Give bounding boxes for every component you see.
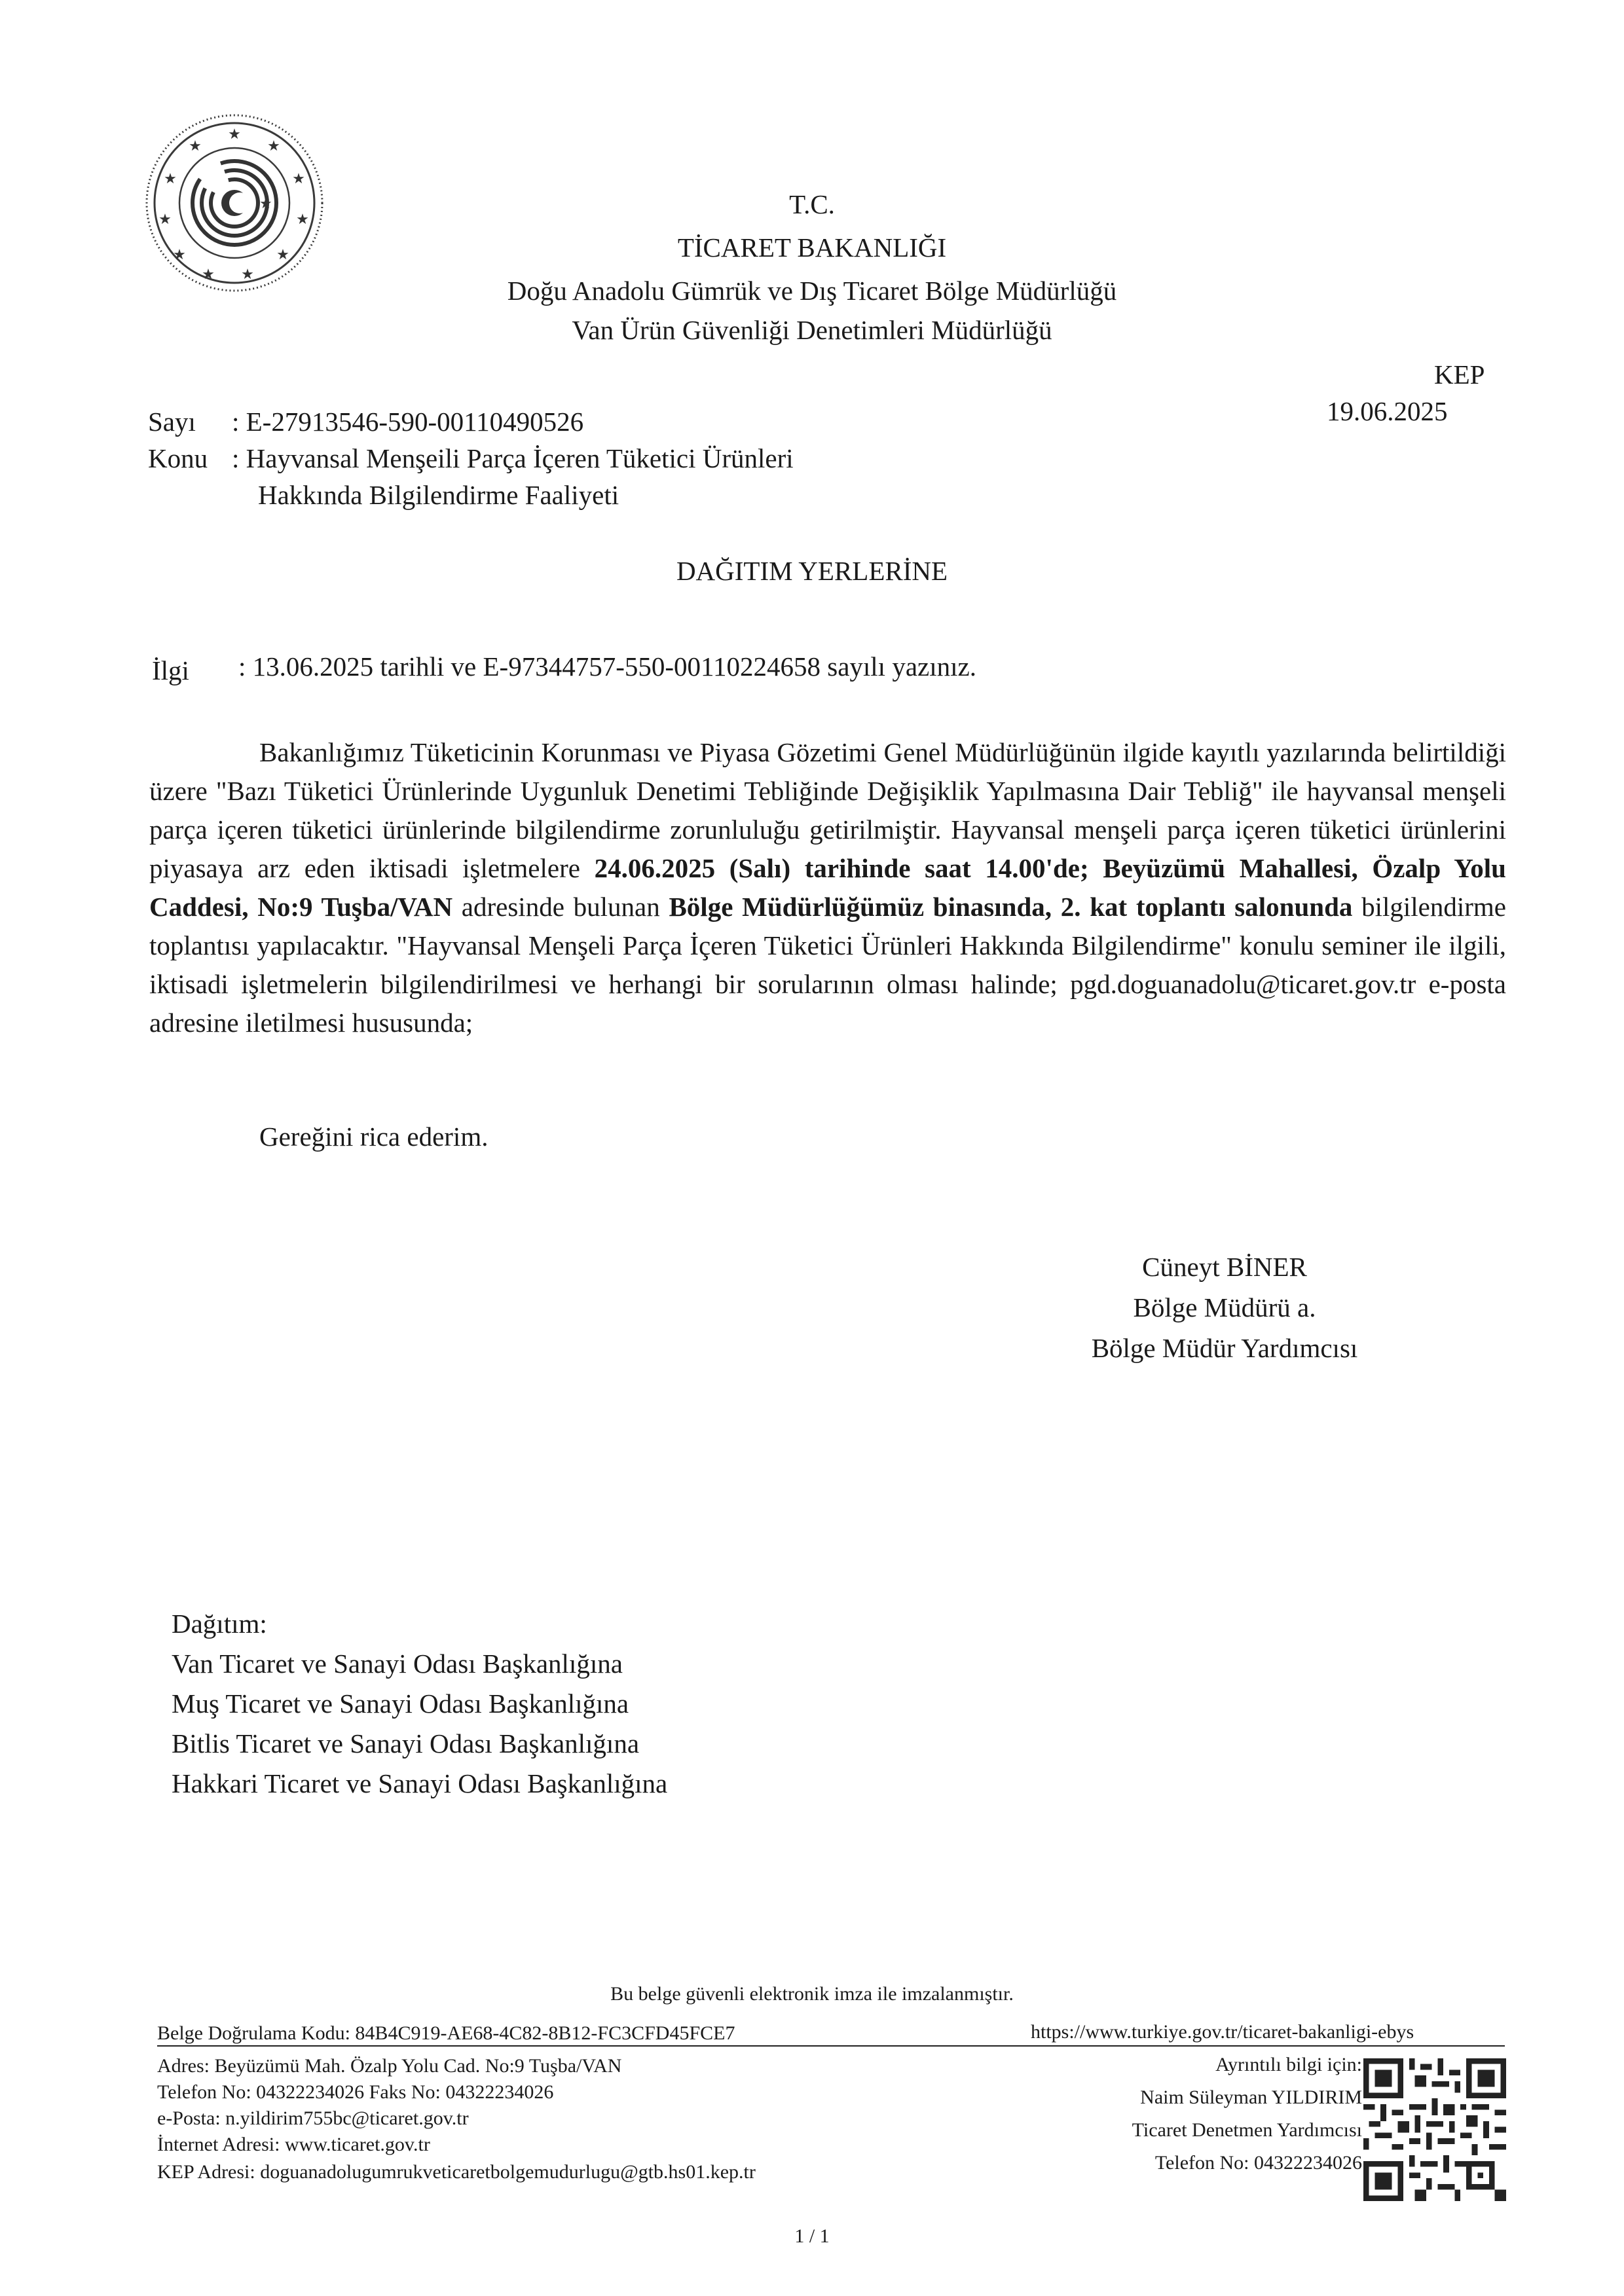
list-item: Hakkari Ticaret ve Sanayi Odası Başkanlığına: [172, 1768, 668, 1798]
svg-text:★: ★: [173, 247, 186, 263]
list-item: Bitlis Ticaret ve Sanayi Odası Başkanlığına: [172, 1728, 640, 1758]
footer-divider: [157, 2045, 1505, 2047]
info-title: Ticaret Denetmen Yardımcısı: [1132, 2119, 1362, 2141]
konu-value-line2: Hakkında Bilgilendirme Faaliyeti: [258, 480, 619, 510]
recipient-heading: DAĞITIM YERLERİNE: [676, 556, 948, 586]
verification-code: Belge Doğrulama Kodu: 84B4C919-AE68-4C82-8B12-FC3CFD45FCE7: [157, 2022, 735, 2044]
footer-phone: Telefon No: 04322234026 Faks No: 04322234026: [157, 2081, 554, 2103]
signatory-block: [1041, 1247, 1408, 1368]
header-sub-directorate: Van Ürün Güvenliği Denetimleri Müdürlüğü: [572, 315, 1052, 345]
svg-text:★: ★: [292, 171, 305, 187]
info-name: Naim Süleyman YILDIRIM: [1140, 2086, 1362, 2108]
svg-text:★: ★: [276, 247, 289, 263]
qr-code-icon[interactable]: [1363, 2058, 1506, 2201]
meeting-room: Bölge Müdürlüğümüz binasında, 2. kat toplantı salonunda: [669, 892, 1353, 922]
footer-email: e-Posta: n.yildirim755bc@ticaret.gov.tr: [157, 2107, 469, 2129]
svg-text:★: ★: [228, 126, 241, 143]
header-tc: T.C.: [789, 189, 835, 219]
svg-text:★: ★: [158, 211, 172, 228]
footer-web: İnternet Adresi: www.ticaret.gov.tr: [157, 2134, 430, 2155]
ilgi-label: İlgi: [152, 655, 189, 685]
ilgi-value: : 13.06.2025 tarihli ve E-97344757-550-00110224658 sayılı yazınız.: [238, 651, 976, 682]
signatory-name: Cüneyt BİNER: [1142, 1252, 1307, 1282]
info-phone: Telefon No: 04322234026: [1154, 2152, 1362, 2174]
svg-text:★: ★: [164, 171, 177, 187]
list-item: Muş Ticaret ve Sanayi Odası Başkanlığına: [172, 1688, 629, 1719]
konu-value-line1: : Hayvansal Menşeili Parça İçeren Tüketici Ürünleri: [232, 443, 794, 473]
header-ministry: TİCARET BAKANLIĞI: [677, 232, 947, 263]
page-number: 1 / 1: [794, 2225, 830, 2247]
list-item: Van Ticaret ve Sanayi Odası Başkanlığına: [172, 1649, 623, 1679]
header-directorate: Doğu Anadolu Gümrük ve Dış Ticaret Bölge Müdürlüğü: [507, 276, 1117, 306]
meeting-date-location: 24.06.2025 (Salı) tarihinde saat 14.00'de; Beyüzümü Mahallesi, Özalp Yolu Caddesi, No:9 Tuşba/VAN: [149, 853, 1506, 922]
svg-text:★: ★: [259, 196, 272, 212]
signatory-title-1: Bölge Müdürü a.: [1133, 1292, 1316, 1322]
svg-text:★: ★: [241, 266, 254, 283]
verification-link[interactable]: https://www.turkiye.gov.tr/ticaret-bakanligi-ebys: [1031, 2021, 1414, 2043]
body-text-2: adresinde bulunan: [452, 892, 669, 922]
body-paragraph: [149, 733, 1506, 1042]
signatory-title-2: Bölge Müdür Yardımcısı: [1091, 1333, 1358, 1363]
distribution-list: [172, 1604, 667, 1804]
body-text-3: bilgilendirme toplantısı yapılacaktır. "Hayvansal Menşeli Parça İçeren Tüketici Ürünleri Hakkında Bilgilendirme" konulu seminer ile ilgili, iktisadi işletmelerin bilgilendirilmesi ve herhangi bir sorularının olması halinde; pgd.doguanadolu@ticaret.gov.tr e-posta adresine iletilmesi hususunda;: [149, 892, 1506, 1038]
document-date: 19.06.2025: [1327, 396, 1448, 426]
info-label: Ayrıntılı bilgi için:: [1215, 2054, 1362, 2075]
sayi-value: : E-27913546-590-00110490526: [232, 407, 584, 437]
footer-kep: KEP Adresi: doguanadolugumrukveticaretbolgemudurlugu@gtb.hs01.kep.tr: [157, 2161, 756, 2183]
svg-text:★: ★: [296, 211, 309, 228]
svg-text:★: ★: [267, 138, 280, 155]
konu-label: Konu: [148, 443, 208, 473]
svg-text:★: ★: [202, 266, 215, 283]
distribution-heading: Dağıtım:: [172, 1609, 267, 1639]
closing-line: Gereğini rica ederim.: [259, 1121, 489, 1152]
svg-text:★: ★: [189, 138, 202, 155]
esign-notice: Bu belge güvenli elektronik imza ile imzalanmıştır.: [610, 1983, 1014, 2005]
kep-label: KEP: [1434, 359, 1485, 390]
body-text-1: Bakanlığımız Tüketicinin Korunması ve Piyasa Gözetimi Genel Müdürlüğünün ilgide kayıtlı yazılarında belirtildiği üzere "Bazı Tüketici Ürünlerinde Uygunluk Denetimi Tebliğinde Değişiklik Yapılmasına Dair Tebliğ" ile hayvansal menşeli parça içeren tüketici ürünlerinde bilgilendirme zorunluluğu getirilmiştir. Hayvansal menşeli parça içeren tüketici ürünlerini piyasaya arz eden iktisadi işletmelere: [149, 737, 1506, 883]
sayi-label: Sayı: [148, 407, 196, 437]
footer-address: Adres: Beyüzümü Mah. Özalp Yolu Cad. No:9 Tuşba/VAN: [157, 2055, 622, 2077]
